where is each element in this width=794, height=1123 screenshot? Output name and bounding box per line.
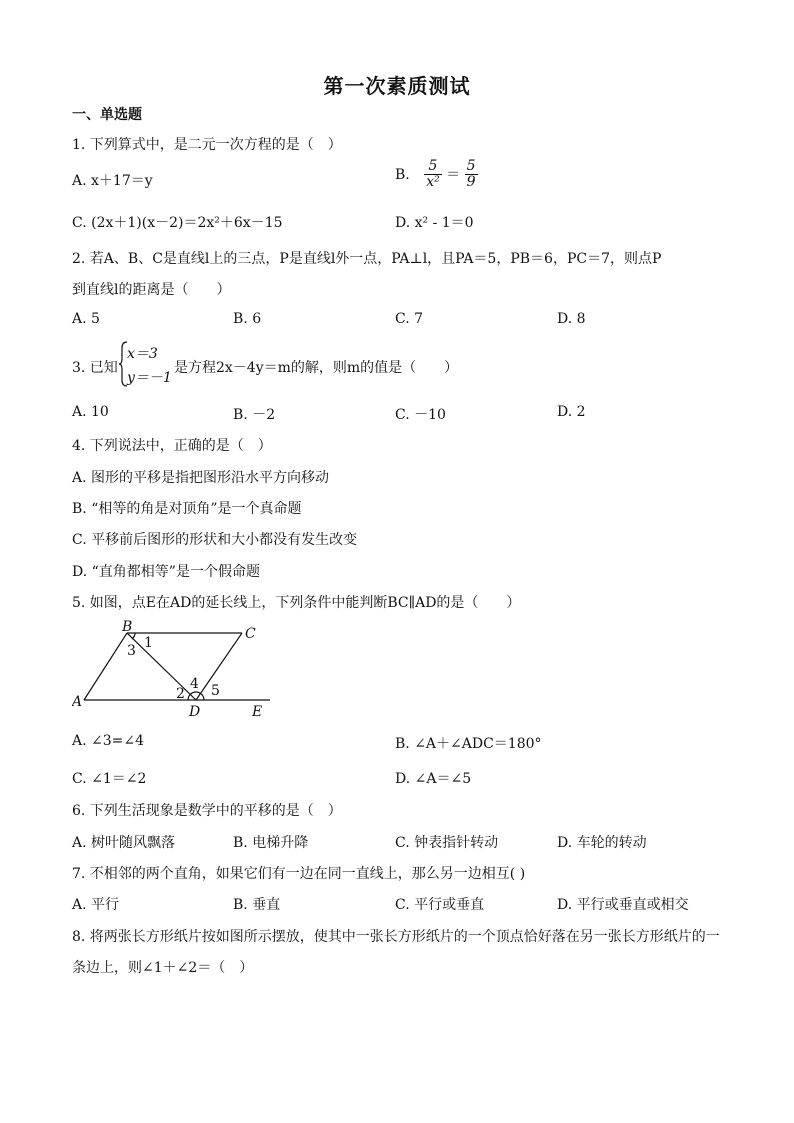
label-angle-1: 1: [144, 635, 153, 651]
option-b-label: B.: [395, 166, 410, 183]
question-7-stem: 7. 不相邻的两个直角，如果它们有一边在同一直线上，那么另一边相互( ): [72, 866, 526, 882]
question-1-option-b: [395, 159, 478, 191]
question-1-option-c: C. (2x＋1)(x－2)＝2x²＋6x－15: [72, 215, 283, 231]
question-3-option-a: A. 10: [72, 404, 109, 420]
fraction-denominator: x²: [426, 174, 440, 191]
question-8-stem-line-1: 8. 将两张长方形纸片按如图所示摆放，使其中一张长方形纸片的一个顶点恰好落在另一张长方形纸片的一: [72, 929, 720, 945]
question-2-option-c: C. 7: [395, 311, 424, 327]
segment-AB: [84, 633, 127, 700]
label-A: A: [72, 694, 83, 710]
question-2-stem-line-1: 2. 若A、B、C是直线l上的三点，P是直线l外一点，PA⊥l，且PA＝5，PB＝6，PC＝7，则点P: [72, 251, 662, 267]
angle-arc-D: [188, 692, 204, 700]
fraction-numerator: 5: [466, 158, 476, 174]
segment-BD: [127, 633, 196, 700]
question-4-option-d: D. “直角都相等”是一个假命题: [72, 564, 260, 580]
question-6-option-d: D. 车轮的转动: [557, 835, 647, 851]
question-4-option-a: A. 图形的平移是指把图形沿水平方向移动: [72, 470, 330, 486]
question-5-stem: 5. 如图，点E在AD的延长线上，下列条件中能判断BC∥AD的是（ ）: [72, 595, 521, 611]
label-angle-4: 4: [190, 676, 199, 692]
question-6-option-b: B. 电梯升降: [233, 835, 309, 851]
equals-sign: ＝: [446, 166, 461, 183]
question-6-option-c: C. 钟表指针转动: [395, 835, 499, 851]
question-7-option-a: A. 平行: [72, 897, 120, 913]
question-5-option-d: D. ∠A＝∠5: [395, 771, 472, 787]
question-7-option-c: C. 平行或垂直: [395, 897, 485, 913]
question-5-option-c: C. ∠1＝∠2: [72, 771, 147, 787]
question-1-option-a: A. x＋17＝y: [72, 173, 153, 189]
question-4-option-b: B. “相等的角是对顶角”是一个真命题: [72, 501, 302, 517]
section-heading: 一、单选题: [72, 107, 142, 123]
label-angle-2: 2: [176, 686, 185, 702]
question-6-option-a: A. 树叶随风飘落: [72, 835, 176, 851]
label-B: B: [122, 619, 133, 635]
fraction-right: [465, 159, 478, 191]
question-6-stem: 6. 下列生活现象是数学中的平移的是（ ）: [72, 803, 342, 819]
label-angle-5: 5: [211, 683, 220, 699]
question-3-option-d: D. 2: [557, 404, 586, 420]
system-equation-2: y＝－1: [127, 370, 172, 386]
question-7-option-d: D. 平行或垂直或相交: [557, 897, 689, 913]
question-4-stem: 4. 下列说法中，正确的是（ ）: [72, 438, 272, 454]
question-3-option-b: B. －2: [233, 407, 276, 423]
question-3-option-c: C. －10: [395, 407, 446, 423]
label-C: C: [245, 626, 256, 642]
question-2-option-b: B. 6: [233, 311, 262, 327]
angle-arc-B: [132, 633, 135, 639]
fraction-numerator: 5: [424, 159, 442, 175]
system-equation-1: x＝3: [127, 346, 158, 362]
question-2-option-a: A. 5: [72, 311, 100, 327]
label-angle-3: 3: [127, 643, 136, 659]
question-2-option-d: D. 8: [557, 311, 586, 327]
question-5-option-a: A. ∠3=∠4: [72, 733, 145, 749]
question-2-stem-line-2: 到直线l的距离是（ ）: [72, 282, 231, 298]
question-4-option-c: C. 平移前后图形的形状和大小都没有发生改变: [72, 532, 358, 548]
question-1-stem: 1. 下列算式中，是二元一次方程的是（ ）: [72, 137, 342, 153]
fraction-denominator: 9: [466, 174, 476, 191]
question-5-option-b: B. ∠A＋∠ADC＝180°: [395, 736, 542, 752]
fraction-left: [424, 159, 442, 191]
label-D: D: [189, 704, 201, 720]
question-1-option-d: D. x² - 1＝0: [395, 215, 474, 231]
question-7-option-b: B. 垂直: [233, 897, 281, 913]
label-E: E: [252, 704, 263, 720]
page-title: 第一次素质测试: [323, 74, 471, 98]
question-8-stem-line-2: 条边上，则∠1＋∠2＝（ ）: [72, 960, 254, 976]
question-3-suffix: 是方程2x－4y＝m的解，则m的值是（ ）: [174, 360, 459, 376]
question-3-prefix: 3. 已知: [72, 360, 118, 376]
geometry-figure: [72, 618, 282, 720]
